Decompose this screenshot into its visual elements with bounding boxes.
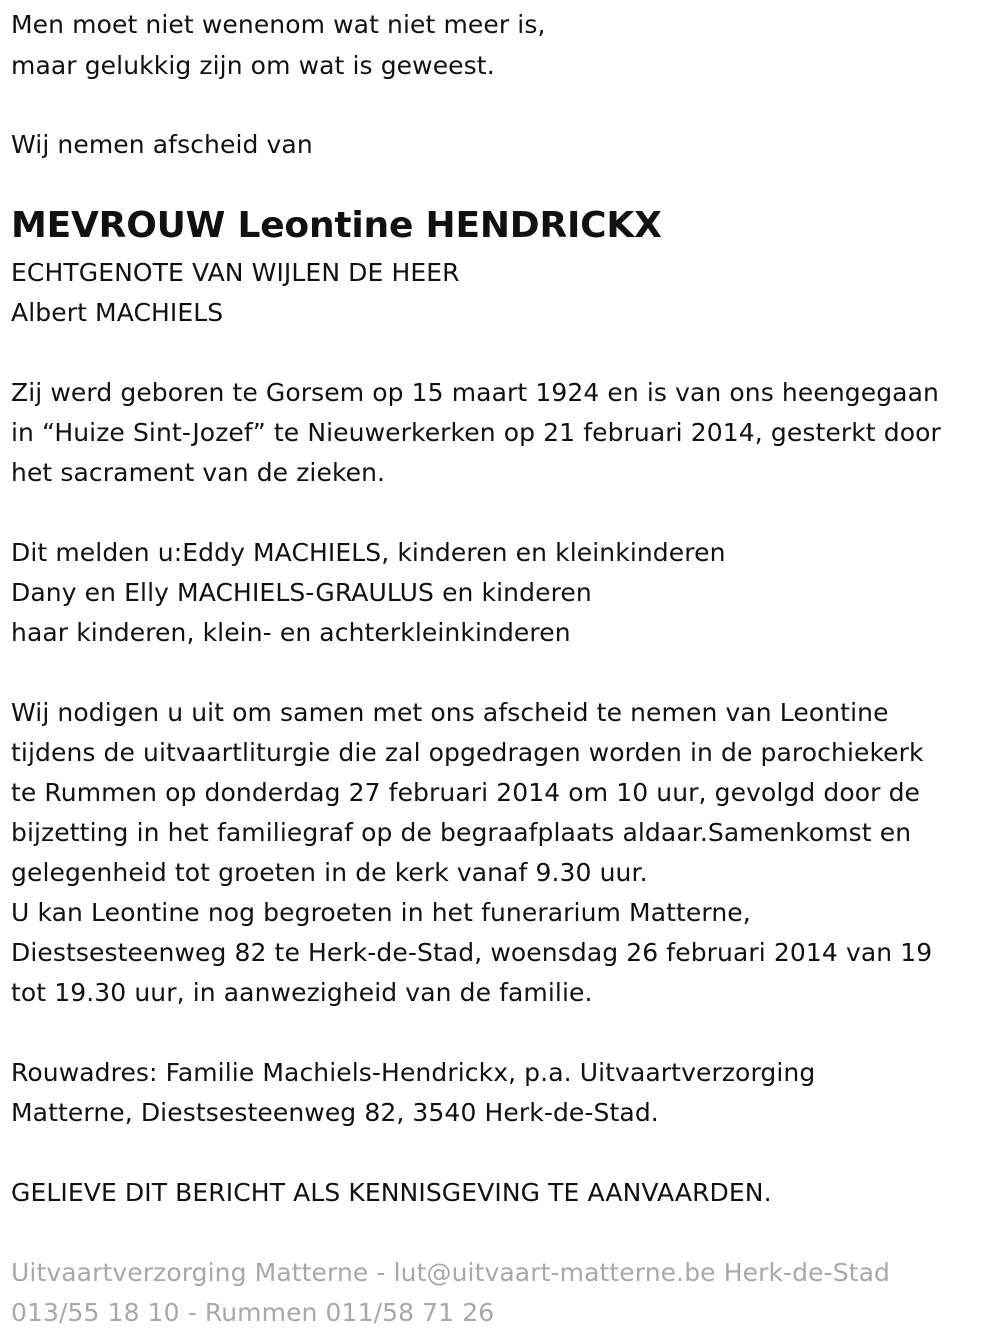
family-line-2: Dany en Elly MACHIELS-GRAULUS en kinderen xyxy=(11,578,592,607)
spouse-line-2: Albert MACHIELS xyxy=(11,298,224,327)
family-line-3: haar kinderen, klein- en achterkleinkinderen xyxy=(11,618,571,647)
birth-death-line-3: het sacrament van de zieken. xyxy=(11,458,386,487)
invitation-line-3: te Rummen op donderdag 27 februari 2014 om 10 uur, gevolgd door de xyxy=(11,778,921,807)
family-line-1: Dit melden u:Eddy MACHIELS, kinderen en kleinkinderen xyxy=(11,538,726,567)
deceased-name: MEVROUW Leontine HENDRICKX xyxy=(11,205,662,246)
quote-line-2: maar gelukkig zijn om wat is geweest. xyxy=(11,51,495,80)
birth-death-line-1: Zij werd geboren te Gorsem op 15 maart 1924 en is van ons heengegaan xyxy=(11,378,939,407)
address-line-1: Rouwadres: Familie Machiels-Hendrickx, p.a. Uitvaartverzorging xyxy=(11,1058,816,1087)
footer-line-1: Uitvaartverzorging Matterne - lut@uitvaart-matterne.be Herk-de-Stad xyxy=(11,1258,890,1287)
spouse-line-1: ECHTGENOTE VAN WIJLEN DE HEER xyxy=(11,258,460,287)
invitation-line-7: Diestsesteenweg 82 te Herk-de-Stad, woensdag 26 februari 2014 van 19 xyxy=(11,938,933,967)
quote-line-1: Men moet niet wenenom wat niet meer is, xyxy=(11,10,546,39)
intro-text: Wij nemen afscheid van xyxy=(11,130,313,159)
acknowledgement-notice: GELIEVE DIT BERICHT ALS KENNISGEVING TE AANVAARDEN. xyxy=(11,1178,772,1207)
address-line-2: Matterne, Diestsesteenweg 82, 3540 Herk-de-Stad. xyxy=(11,1098,659,1127)
footer-line-2: 013/55 18 10 - Rummen 011/58 71 26 xyxy=(11,1298,495,1327)
invitation-line-8: tot 19.30 uur, in aanwezigheid van de familie. xyxy=(11,978,593,1007)
invitation-line-1: Wij nodigen u uit om samen met ons afscheid te nemen van Leontine xyxy=(11,698,889,727)
invitation-line-5: gelegenheid tot groeten in de kerk vanaf 9.30 uur. xyxy=(11,858,648,887)
invitation-line-2: tijdens de uitvaartliturgie die zal opgedragen worden in de parochiekerk xyxy=(11,738,924,767)
invitation-line-4: bijzetting in het familiegraf op de begraafplaats aldaar.Samenkomst en xyxy=(11,818,912,847)
invitation-line-6: U kan Leontine nog begroeten in het funerarium Matterne, xyxy=(11,898,751,927)
birth-death-line-2: in “Huize Sint-Jozef” te Nieuwerkerken op 21 februari 2014, gesterkt door xyxy=(11,418,941,447)
